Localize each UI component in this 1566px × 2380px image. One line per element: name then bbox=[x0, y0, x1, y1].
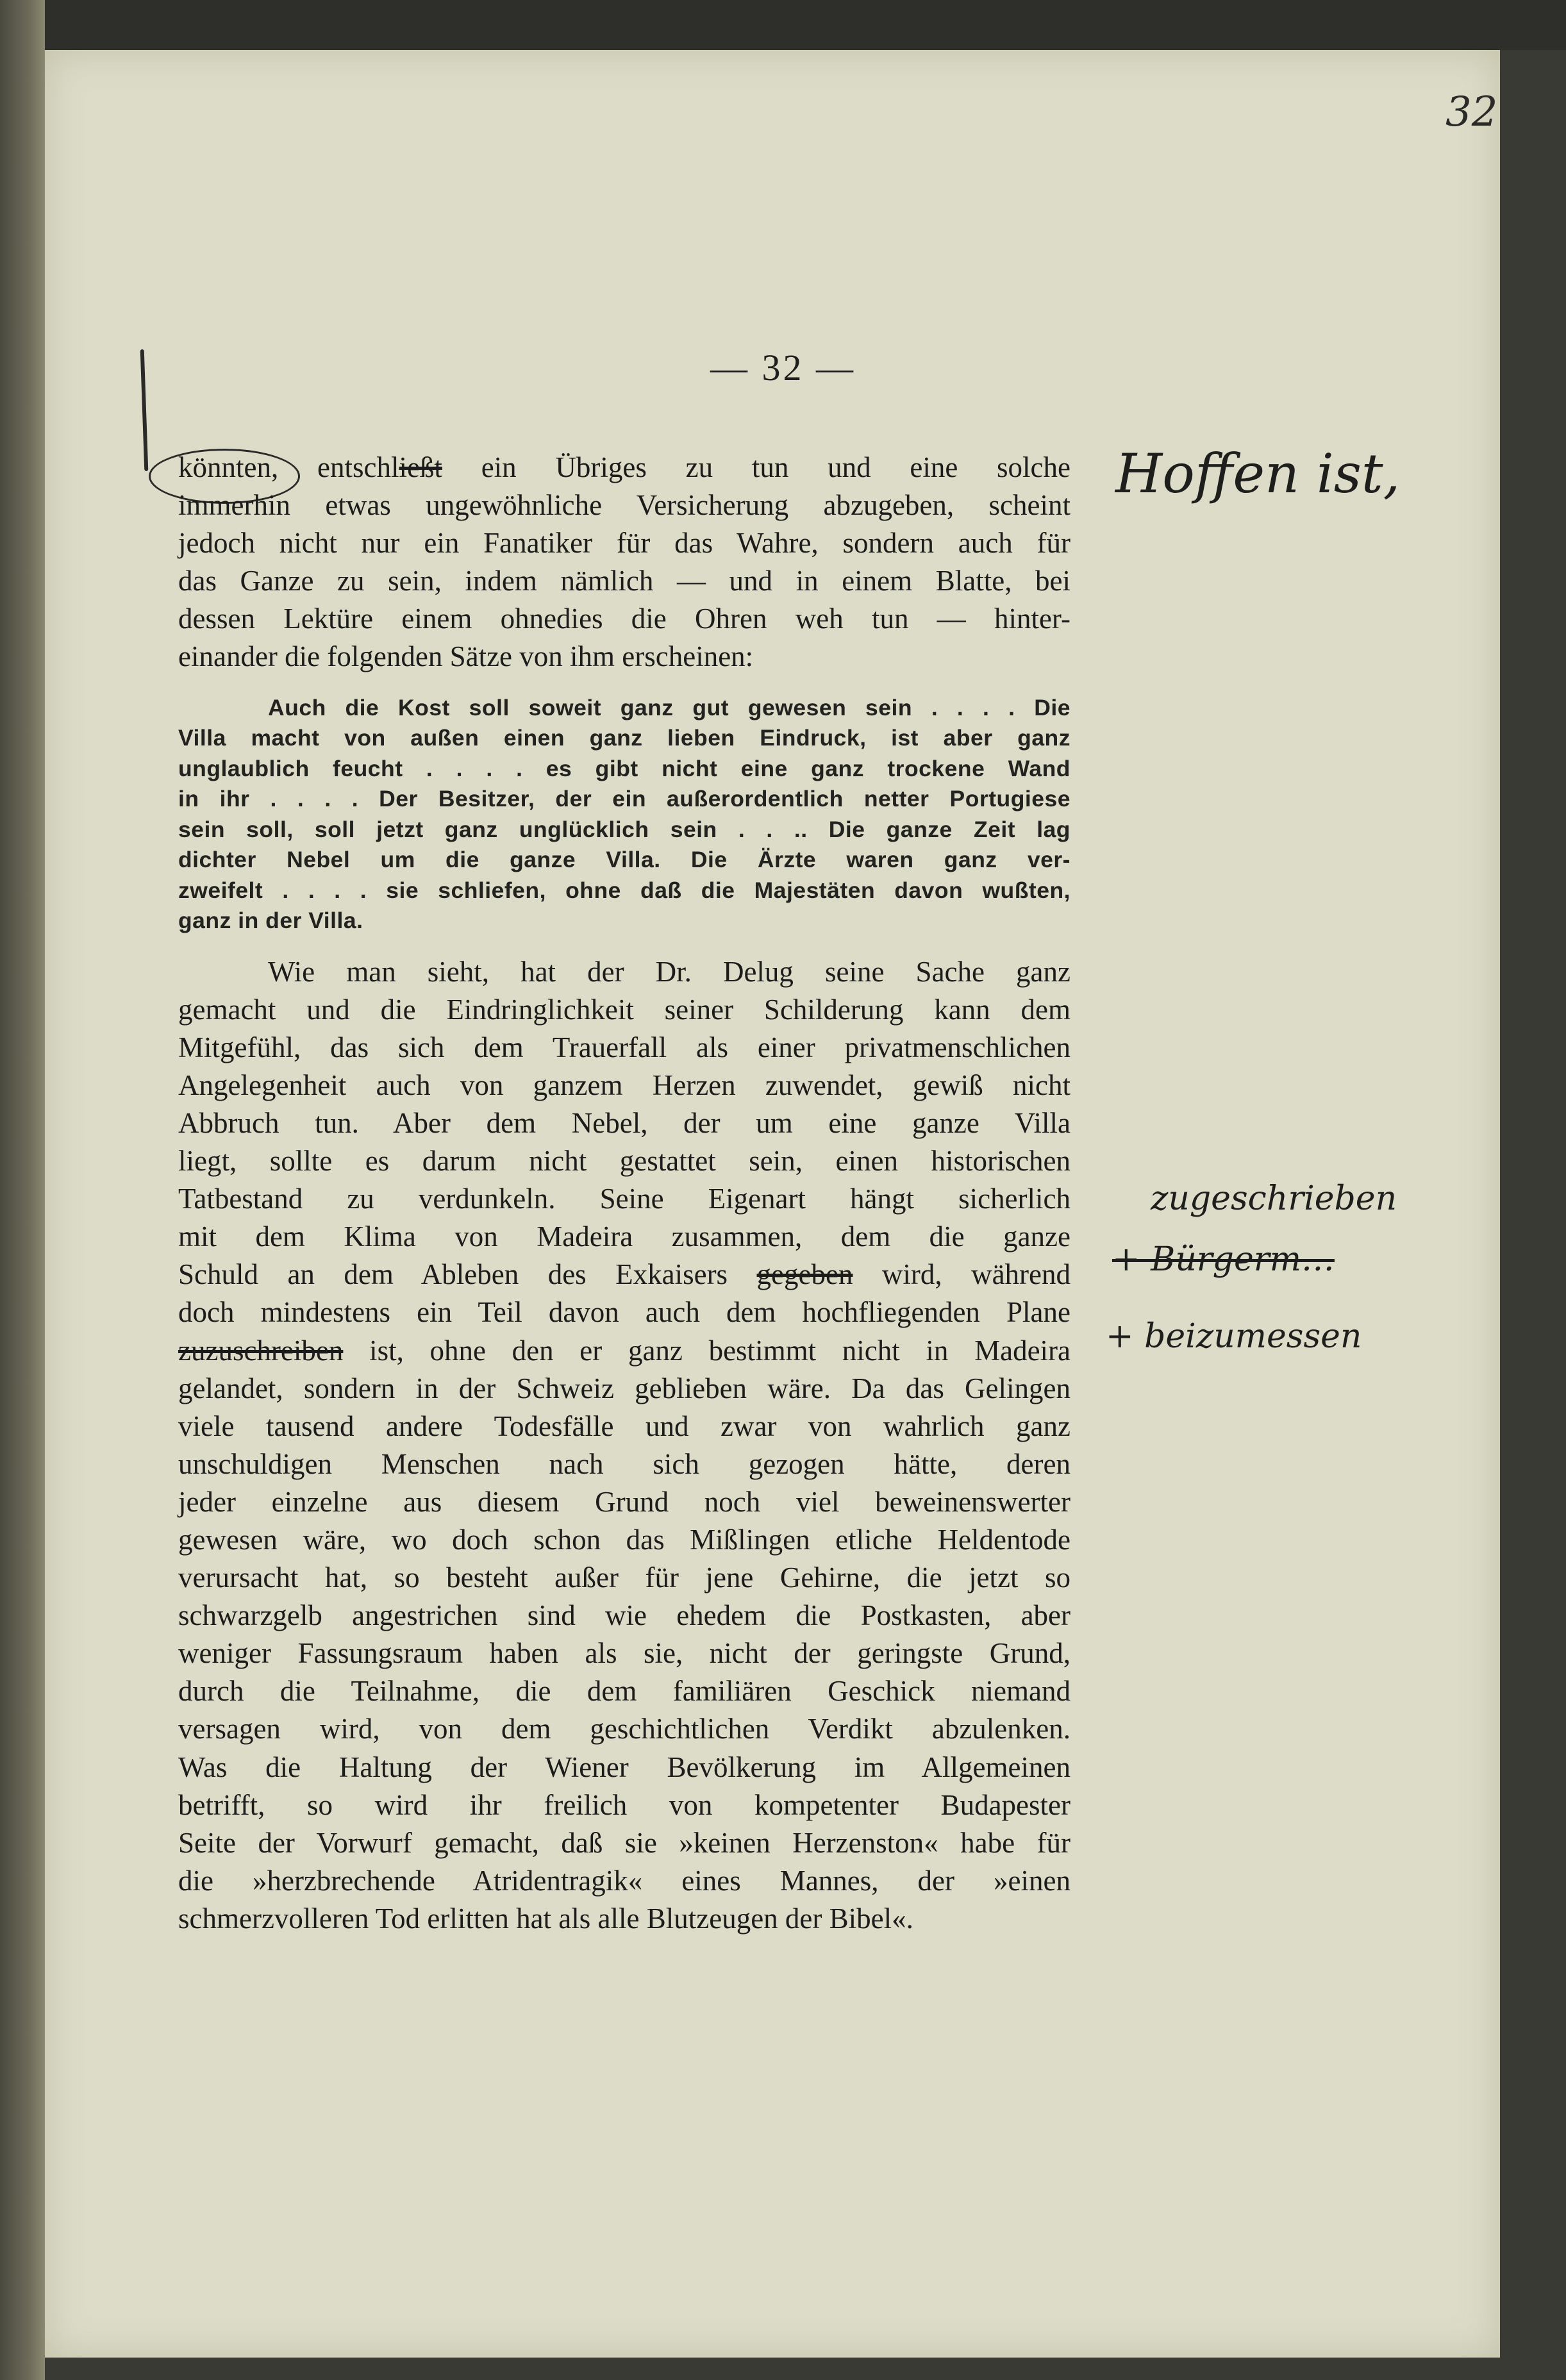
struck-text: zuzuschreiben bbox=[178, 1334, 344, 1367]
margin-note-2: zugeschrieben bbox=[1151, 1179, 1397, 1218]
text-line: gemacht und die Eindringlichkeit seiner Schilderung kann dem bbox=[178, 993, 1070, 1026]
paragraph-2 bbox=[178, 953, 1070, 1938]
text-line: das Ganze zu sein, indem nämlich — und in einem Blatte, bei bbox=[178, 565, 1070, 597]
text-line: jeder einzelne aus diesem Grund noch viel beweinenswerter bbox=[178, 1485, 1070, 1518]
block-quote bbox=[178, 693, 1070, 936]
struck-text: ießt bbox=[399, 451, 442, 483]
text-fragment: entschl bbox=[317, 451, 399, 483]
text-line: einander die folgenden Sätze von ihm erscheinen: bbox=[178, 640, 754, 673]
folio-number: 32 bbox=[1445, 88, 1498, 136]
scan-top-edge bbox=[0, 0, 1566, 50]
text-line: Angelegenheit auch von ganzem Herzen zuwendet, gewiß nicht bbox=[178, 1069, 1070, 1101]
quote-line: zweifelt . . . . sie schliefen, ohne daß die Majestäten davon wußten, bbox=[178, 877, 1070, 903]
text-line: weniger Fassungsraum haben als sie, nicht der geringste Grund, bbox=[178, 1637, 1070, 1670]
text-line: durch die Teilnahme, die dem familiären Geschick niemand bbox=[178, 1675, 1070, 1708]
quote-line: dichter Nebel um die ganze Villa. Die Ärzte waren ganz ver- bbox=[178, 847, 1070, 873]
margin-note-3: + Bürgerm… bbox=[1112, 1240, 1335, 1279]
text-line: gelandet, sondern in der Schweiz geblieben wäre. Da das Gelingen bbox=[178, 1372, 1070, 1404]
text-line: viele tausend andere Todesfälle und zwar von wahrlich ganz bbox=[178, 1410, 1070, 1442]
quote-line: unglaublich feucht . . . . es gibt nicht eine ganz trockene Wand bbox=[178, 755, 1070, 781]
text-line: Wie man sieht, hat der Dr. Delug seine Sache ganz bbox=[268, 955, 1070, 988]
text-line: dessen Lektüre einem ohnedies die Ohren weh tun — hinter- bbox=[178, 603, 1070, 635]
text-line: gewesen wäre, wo doch schon das Mißlingen etliche Heldentode bbox=[178, 1523, 1070, 1556]
text-line: Was die Haltung der Wiener Bevölkerung im Allgemeinen bbox=[178, 1751, 1070, 1783]
text-line: schwarzgelb angestrichen sind wie ehedem die Postkasten, aber bbox=[178, 1599, 1070, 1632]
text-line: versagen wird, von dem geschichtlichen Verdikt abzulenken. bbox=[178, 1713, 1070, 1745]
paragraph-1 bbox=[178, 449, 1070, 676]
text-line: liegt, sollte es darum nicht gestattet sein, einen historischen bbox=[178, 1145, 1070, 1178]
circled-word: könnten, bbox=[178, 451, 279, 483]
text-fragment: ein Übriges zu tun und eine solche bbox=[481, 451, 1070, 483]
text-line bbox=[178, 1332, 1070, 1370]
page-header: — 32 — bbox=[710, 347, 856, 388]
text-line: doch mindestens ein Teil davon auch dem hochfliegenden Plane bbox=[178, 1296, 1070, 1329]
text-line: verursacht hat, so besteht außer für jene Gehirne, die jetzt so bbox=[178, 1561, 1070, 1594]
text-line: mit dem Klima von Madeira zusammen, dem die ganze bbox=[178, 1220, 1070, 1253]
struck-text: gegeben bbox=[756, 1258, 853, 1291]
text-line: Abbruch tun. Aber dem Nebel, der um eine ganze Villa bbox=[178, 1106, 1070, 1139]
text-line: immerhin etwas ungewöhnliche Versicherung abzugeben, scheint bbox=[178, 489, 1070, 522]
text-line: Seite der Vorwurf gemacht, daß sie »keinen Herzenston« habe für bbox=[178, 1826, 1070, 1859]
text-fragment: wird, während bbox=[881, 1258, 1071, 1291]
quote-line: in ihr . . . . Der Besitzer, der ein außerordentlich netter Portugiese bbox=[178, 786, 1070, 812]
text-line: unschuldigen Menschen nach sich gezogen hätte, deren bbox=[178, 1447, 1070, 1480]
text-line: jedoch nicht nur ein Fanatiker für das Wahre, sondern auch für bbox=[178, 527, 1070, 560]
margin-note-4: + beizumessen bbox=[1106, 1317, 1362, 1356]
text-line: Tatbestand zu verdunkeln. Seine Eigenart hängt sicherlich bbox=[178, 1183, 1070, 1215]
text-line: Mitgefühl, das sich dem Trauerfall als einer privatmenschlichen bbox=[178, 1031, 1070, 1063]
text-fragment: ist, ohne den er ganz bestimmt nicht in Madeira bbox=[369, 1334, 1071, 1367]
text-line: betrifft, so wird ihr freilich von kompetenter Budapester bbox=[178, 1788, 1070, 1821]
text-line: die »herzbrechende Atridentragik« eines Mannes, der »einen bbox=[178, 1864, 1070, 1897]
text-line: schmerzvolleren Tod erlitten hat als alle Blutzeugen der Bibel«. bbox=[178, 1902, 913, 1935]
text-line bbox=[178, 449, 1070, 487]
quote-line: Auch die Kost soll soweit ganz gut gewesen sein . . . . Die bbox=[268, 694, 1070, 720]
body-text bbox=[178, 449, 1070, 1938]
margin-note-1: Hoffen ist, bbox=[1115, 442, 1401, 505]
text-fragment: Schuld an dem Ableben des Exkaisers bbox=[178, 1258, 728, 1291]
quote-line: Villa macht von außen einen ganz lieben Eindruck, ist aber ganz bbox=[178, 725, 1070, 751]
quote-line: sein soll, soll jetzt ganz unglücklich sein . . .. Die ganze Zeit lag bbox=[178, 816, 1070, 842]
text-line bbox=[178, 1256, 1070, 1294]
quote-line: ganz in der Villa. bbox=[178, 908, 363, 934]
